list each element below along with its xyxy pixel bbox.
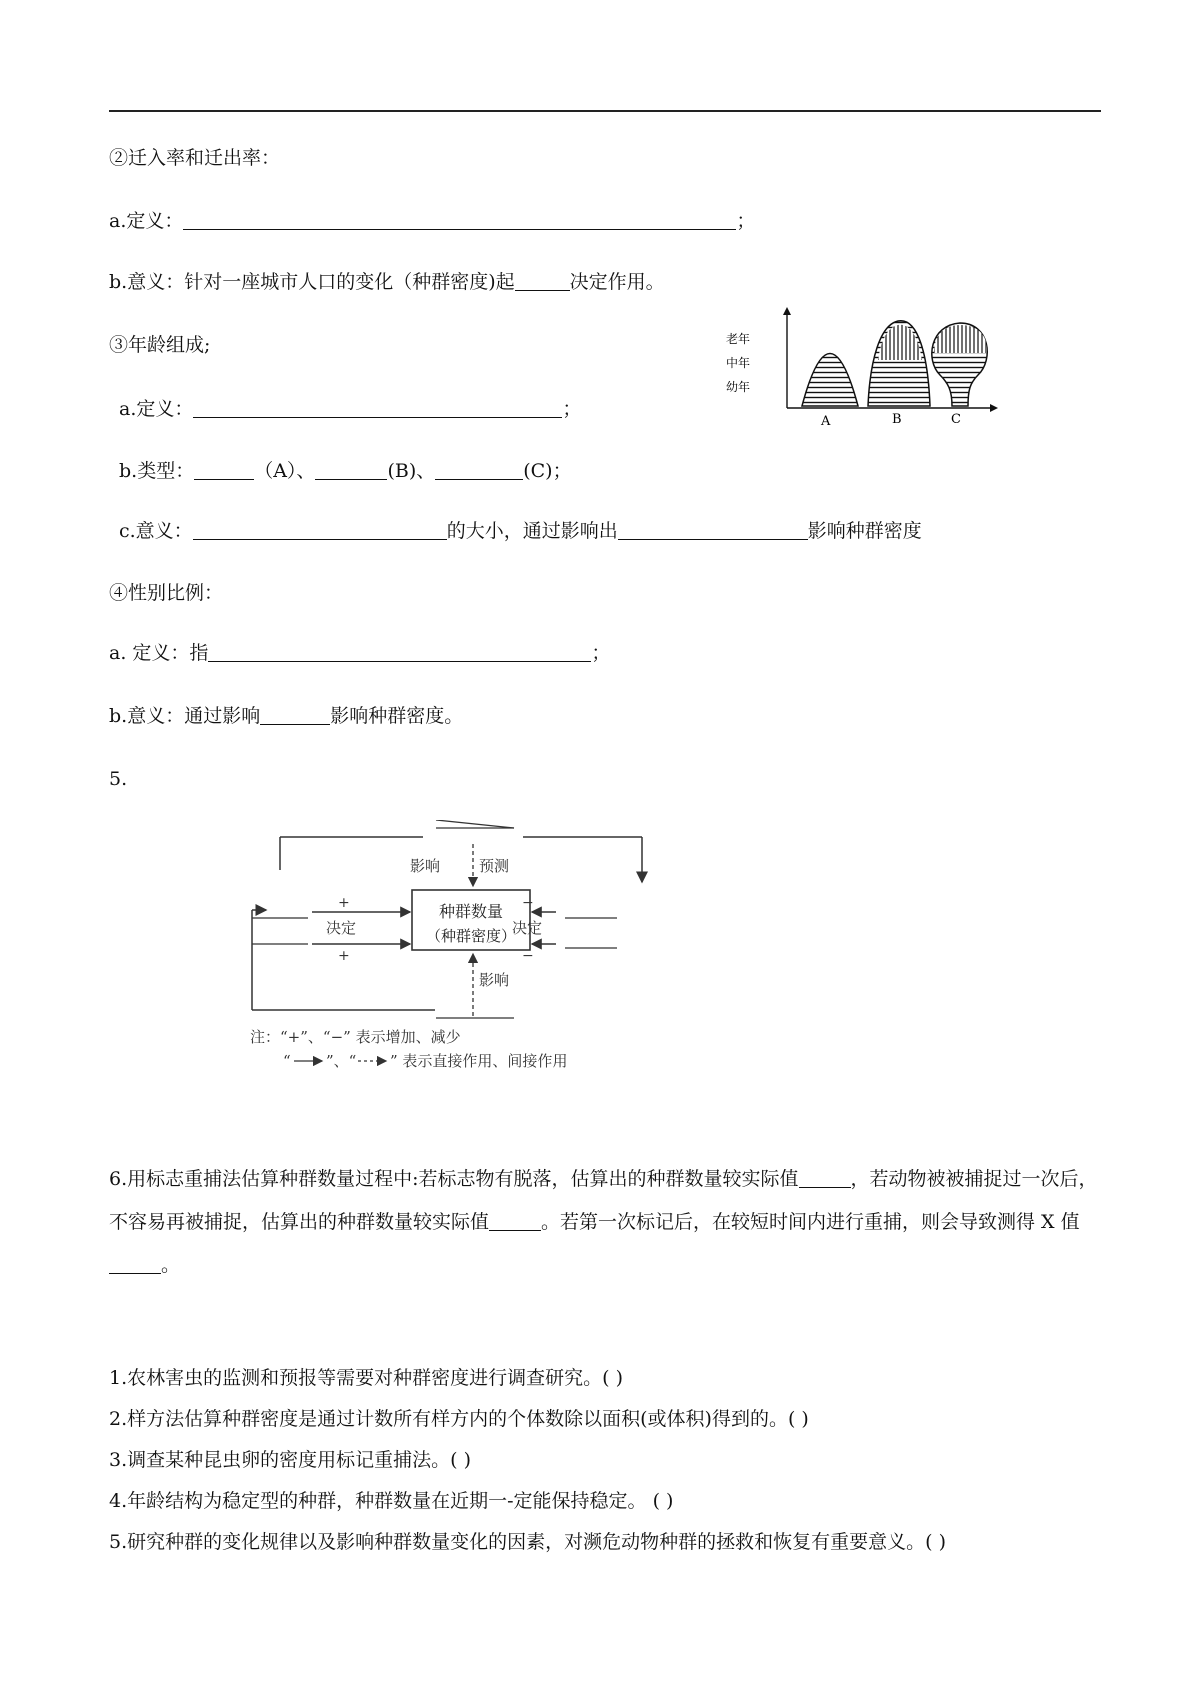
influence-top-label: 影响 <box>410 857 441 875</box>
migration-title: ②迁入率和迁出率： <box>109 147 281 169</box>
population-flow-diagram <box>240 820 690 1075</box>
answer-blank[interactable] <box>193 519 447 540</box>
x-label-c: C <box>951 412 961 427</box>
note-line-2a: “ <box>283 1052 291 1070</box>
predict-top-label: 预测 <box>479 857 510 875</box>
sex-ratio-definition: a. 定义：指 ； <box>109 642 611 664</box>
y-label-young: 幼年 <box>726 380 751 394</box>
answer-blank[interactable] <box>193 397 562 418</box>
judgment-4: 4.年龄结构为稳定型的种群，种群数量在近期一-定能保持稳定。 ( ) <box>109 1490 674 1512</box>
answer-blank[interactable] <box>183 209 736 230</box>
decide-left-label: 决定 <box>326 919 357 937</box>
plus-bottom: + <box>338 948 350 964</box>
age-definition: a.定义： ； <box>119 398 582 420</box>
age-structure-figure <box>720 305 1000 430</box>
population-box-line2: （种群密度） <box>425 927 517 945</box>
influence-bottom-label: 影响 <box>479 971 510 989</box>
plus-top: + <box>338 895 350 911</box>
item-5-number: 5. <box>109 768 128 790</box>
header-rule <box>109 110 1101 112</box>
note-line-2b: ”、“ <box>326 1052 357 1070</box>
judgment-1: 1.农林害虫的监测和预报等需要对种群密度进行调查研究。( ) <box>109 1367 623 1389</box>
age-significance: c.意义： 的大小，通过影响出 影响种群密度 <box>119 520 922 542</box>
minus-bottom: − <box>522 948 534 964</box>
answer-blank[interactable] <box>194 459 254 480</box>
judgment-3: 3.调查某种昆虫卵的密度用标记重捕法。( ) <box>109 1449 471 1471</box>
decide-right-label: 决定 <box>512 919 543 937</box>
minus-top: − <box>522 895 534 911</box>
answer-blank[interactable] <box>515 270 570 291</box>
answer-blank[interactable] <box>260 704 330 725</box>
answer-blank[interactable] <box>208 641 591 662</box>
judgment-5: 5.研究种群的变化规律以及影响种群数量变化的因素，对濒危动物种群的拯救和恢复有重要意义。( ) <box>109 1531 946 1553</box>
pyramid-a <box>802 354 858 407</box>
answer-blank[interactable] <box>618 519 808 540</box>
sex-ratio-significance: b.意义：通过影响 影响种群密度。 <box>109 705 464 727</box>
note-line-1: 注：“+”、“−” 表示增加、减少 <box>250 1028 461 1046</box>
answer-blank[interactable] <box>315 459 387 480</box>
sex-ratio-title: ④性别比例： <box>109 582 224 604</box>
answer-blank[interactable] <box>799 1167 851 1188</box>
item-6-paragraph: 6.用标志重捕法估算种群数量过程中:若标志物有脱落，估算出的种群数量较实际值 ，若动物被被捕捉过一次后，不容易再被捕捉，估算出的种群数量较实际值 。若第一次标记后，在较短时间内进行重捕，则会导致测得 X 值。 <box>109 1168 1098 1276</box>
judgment-2: 2.样方法估算种群密度是通过计数所有样方内的个体数除以面积(或体积)得到的。( ) <box>109 1408 809 1430</box>
age-types: b.类型： （A）、 (B)、 (C)； <box>119 460 572 482</box>
answer-blank[interactable] <box>109 1253 161 1274</box>
x-label-b: B <box>892 412 902 427</box>
x-label-a: A <box>821 414 831 429</box>
y-label-middle: 中年 <box>726 356 751 370</box>
answer-blank[interactable] <box>489 1210 541 1231</box>
age-title: ③年龄组成; <box>109 334 211 356</box>
migration-significance: b.意义：针对一座城市人口的变化（种群密度)起 决定作用。 <box>109 271 665 293</box>
y-label-old: 老年 <box>726 332 751 346</box>
answer-blank[interactable] <box>435 459 523 480</box>
note-line-2c: ” 表示直接作用、间接作用 <box>390 1052 568 1070</box>
population-box-line1: 种群数量 <box>438 902 504 921</box>
migration-definition: a.定义： ； <box>109 210 756 232</box>
